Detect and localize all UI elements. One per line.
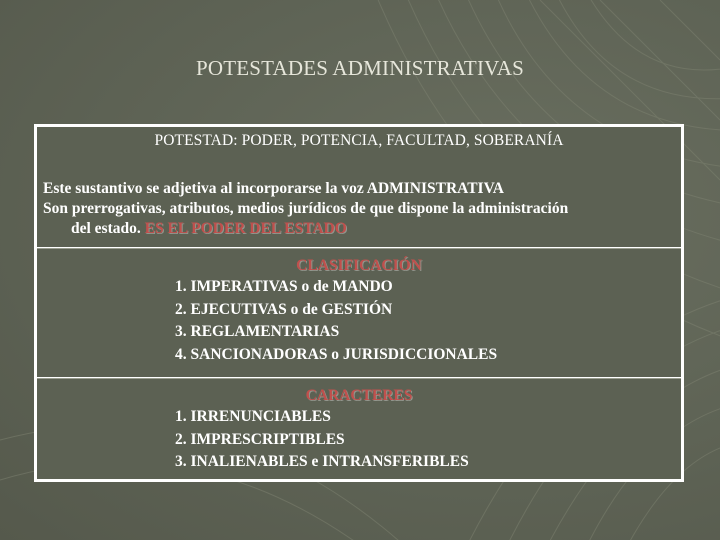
slide-title: POTESTADES ADMINISTRATIVAS — [195, 56, 525, 80]
content-panel — [34, 124, 684, 482]
intro-line-3-plain: del estado. — [71, 220, 141, 237]
section-divider-2 — [37, 377, 681, 379]
list-item: 1. IMPERATIVAS o de MANDO — [175, 278, 393, 295]
list-item: 4. SANCIONADORAS o JURISDICCIONALES — [175, 345, 498, 363]
list-item: 3. INALIENABLES e INTRANSFERIBLES — [175, 453, 469, 470]
list-item: 1. IRRENUNCIABLES — [175, 408, 331, 425]
list-item: 2. IMPRESCRIPTIBLES — [175, 430, 345, 448]
intro-section — [37, 127, 681, 247]
intro-line-1: Este sustantivo se adjetiva al incorporarse la voz ADMINISTRATIVA — [43, 180, 504, 197]
list-item: 2. EJECUTIVAS o de GESTIÓN — [175, 300, 393, 318]
caracteres-list — [37, 406, 681, 474]
intro-line-3-highlight: ES EL PODER DEL ESTADO — [144, 220, 347, 237]
section-divider-1 — [37, 247, 681, 249]
clasificacion-section — [37, 250, 681, 377]
clasificacion-list — [37, 276, 681, 366]
list-item: 3. REGLAMENTARIAS — [175, 323, 340, 340]
clasificacion-heading: CLASIFICACIÓN — [296, 257, 422, 274]
intro-line-2: Son prerrogativas, atributos, medios jurídicos de que dispone la administración — [43, 200, 569, 217]
caracteres-heading: CARACTERES — [305, 387, 413, 404]
potestad-heading: POTESTAD: PODER, POTENCIA, FACULTAD, SOBERANÍA — [154, 132, 564, 149]
intro-line-3 — [37, 219, 681, 239]
caracteres-section — [37, 380, 681, 479]
